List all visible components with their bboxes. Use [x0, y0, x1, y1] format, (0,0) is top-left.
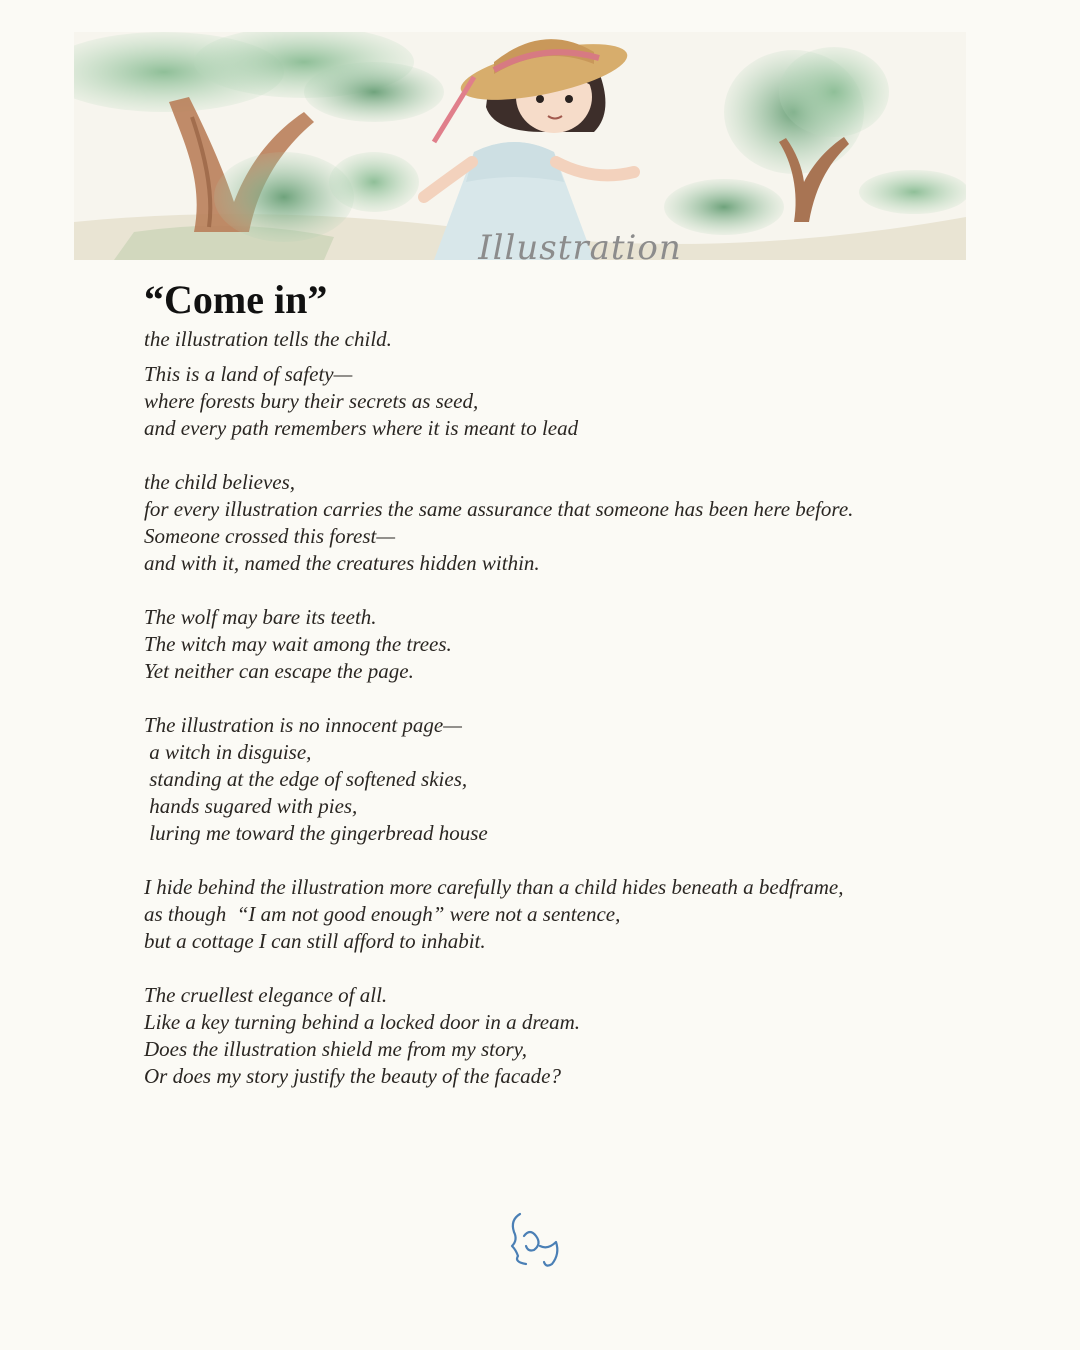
poem-line: The cruellest elegance of all.: [144, 983, 388, 1007]
poem-line: for every illustration carries the same assurance that someone has been here before.: [144, 497, 854, 521]
poem-line: standing at the edge of softened skies,: [144, 767, 468, 791]
poem-body: [144, 326, 964, 1117]
stanza: [144, 604, 964, 685]
poem-line: the child believes,: [144, 470, 296, 494]
signature-icon: [506, 1206, 566, 1272]
poem-line: I hide behind the illustration more carefully than a child hides beneath a bedframe,: [144, 875, 844, 899]
poem-line: Or does my story justify the beauty of the facade?: [144, 1064, 561, 1088]
poem-line: hands sugared with pies,: [144, 794, 358, 818]
poem-line: The illustration is no innocent page—: [144, 713, 462, 737]
poem-line: Someone crossed this forest—: [144, 524, 396, 548]
poem-line: and every path remembers where it is meant to lead: [144, 416, 579, 440]
poem-line: where forests bury their secrets as seed,: [144, 389, 479, 413]
stanza: [144, 469, 964, 577]
poem-line: as though “I am not good enough” were not a sentence,: [144, 902, 621, 926]
stanza: [144, 712, 964, 847]
stanza: [144, 982, 964, 1090]
header-illustration: [74, 32, 966, 260]
poem-title: “Come in”: [144, 277, 328, 322]
poem-line: Yet neither can escape the page.: [144, 659, 414, 683]
watercolor-illustration: [74, 32, 966, 260]
poem-line: luring me toward the gingerbread house: [144, 821, 488, 845]
stanza: [144, 326, 964, 353]
poem-line: the illustration tells the child.: [144, 327, 392, 351]
poem-line: Does the illustration shield me from my story,: [144, 1037, 528, 1061]
poem-line: The wolf may bare its teeth.: [144, 605, 377, 629]
poem-line: a witch in disguise,: [144, 740, 312, 764]
poem-line: The witch may wait among the trees.: [144, 632, 452, 656]
poem-line: This is a land of safety—: [144, 362, 353, 386]
stanza: [144, 874, 964, 955]
stanza: [144, 361, 964, 442]
poem-line: and with it, named the creatures hidden within.: [144, 551, 540, 575]
illustration-caption: Illustration: [478, 228, 682, 260]
poem-line: Like a key turning behind a locked door in a dream.: [144, 1010, 581, 1034]
poem-line: but a cottage I can still afford to inhabit.: [144, 929, 486, 953]
